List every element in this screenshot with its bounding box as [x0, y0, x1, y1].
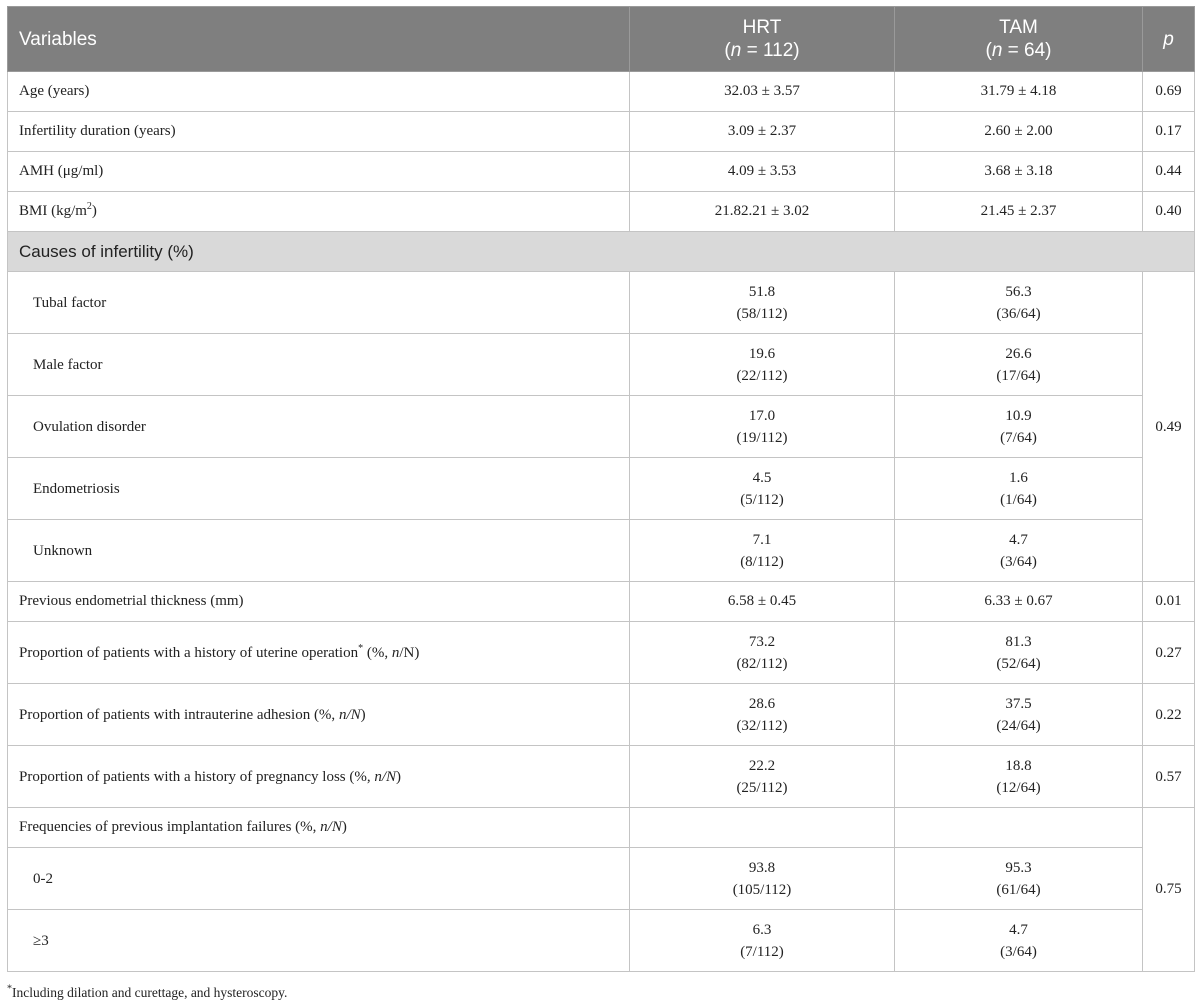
tam-value: 10.9 (7/64) — [895, 396, 1143, 458]
tam-value-empty — [895, 808, 1143, 848]
hrt-value: 4.5 (5/112) — [630, 458, 895, 520]
tam-value: 1.6 (1/64) — [895, 458, 1143, 520]
row-label: Frequencies of previous implantation failures (%, n/N) — [8, 808, 630, 848]
row-label: BMI $(kg/m^2)$ — [8, 192, 630, 232]
p-value: 0.17 — [1143, 112, 1195, 152]
tam-value: 2.60 ± 2.00 — [895, 112, 1143, 152]
header-hrt-name: HRT — [742, 17, 782, 38]
table-row-amh — [8, 152, 1195, 192]
p-value: 0.57 — [1143, 746, 1195, 808]
table-row-implantation-0-2 — [8, 848, 1195, 910]
tam-value: 31.79 ± 4.18 — [895, 72, 1143, 112]
hrt-value: 4.09 ± 3.53 — [630, 152, 895, 192]
p-value: 0.69 — [1143, 72, 1195, 112]
header-p-value: p — [1143, 7, 1195, 72]
table-row-implantation-failures — [8, 808, 1195, 848]
header-row — [8, 7, 1195, 72]
p-value-implantation: 0.75 — [1143, 808, 1195, 972]
header-tam-name: TAM — [999, 17, 1038, 38]
hrt-value: 3.09 ± 2.37 — [630, 112, 895, 152]
row-label: Infertility duration (years) — [8, 112, 630, 152]
table-row-male-factor — [8, 334, 1195, 396]
table-row-bmi — [8, 192, 1195, 232]
tam-value: 37.5 (24/64) — [895, 684, 1143, 746]
row-label: Ovulation disorder — [8, 396, 630, 458]
tam-value: 3.68 ± 3.18 — [895, 152, 1143, 192]
header-variables: Variables — [8, 7, 630, 72]
hrt-value: 32.03 ± 3.57 — [630, 72, 895, 112]
footnote-star: * — [7, 983, 12, 995]
hrt-value: 19.6 (22/112) — [630, 334, 895, 396]
p-value: 0.44 — [1143, 152, 1195, 192]
header-tam — [895, 7, 1143, 72]
table-row-ovulation-disorder — [8, 396, 1195, 458]
hrt-value: 28.6 (32/112) — [630, 684, 895, 746]
row-label: Proportion of patients with a history of pregnancy loss (%, n/N) — [8, 746, 630, 808]
baseline-characteristics-table-wrapper — [7, 6, 1194, 972]
tam-value: 81.3 (52/64) — [895, 622, 1143, 684]
header-hrt — [630, 7, 895, 72]
row-label: Tubal factor — [8, 272, 630, 334]
row-label: AMH (μg/ml) — [8, 152, 630, 192]
tam-value: 4.7 (3/64) — [895, 520, 1143, 582]
header-tam-n: (n = 64) — [985, 40, 1052, 61]
hrt-value: 93.8 (105/112) — [630, 848, 895, 910]
header-hrt-n: (n = 112) — [724, 40, 800, 61]
row-label: 0-2 — [8, 848, 630, 910]
hrt-value: 22.2 (25/112) — [630, 746, 895, 808]
tam-value: 95.3 (61/64) — [895, 848, 1143, 910]
hrt-value: 7.1 (8/112) — [630, 520, 895, 582]
table-row-infertility-duration — [8, 112, 1195, 152]
footnote-text: Including dilation and curettage, and hysteroscopy. — [12, 985, 288, 1000]
hrt-value: 73.2 (82/112) — [630, 622, 895, 684]
row-label: Proportion of patients with intrauterine adhesion (%, n/N) — [8, 684, 630, 746]
row-label: ≥3 — [8, 910, 630, 972]
table-row-uterine-operation — [8, 622, 1195, 684]
tam-value: 56.3 (36/64) — [895, 272, 1143, 334]
tam-value: 4.7 (3/64) — [895, 910, 1143, 972]
table-row-tubal-factor — [8, 272, 1195, 334]
baseline-characteristics-table — [7, 6, 1195, 972]
table-row-pregnancy-loss — [8, 746, 1195, 808]
hrt-value: 6.3 (7/112) — [630, 910, 895, 972]
tam-value: 21.45 ± 2.37 — [895, 192, 1143, 232]
p-value: 0.40 — [1143, 192, 1195, 232]
hrt-value: 6.58 ± 0.45 — [630, 582, 895, 622]
row-label: Endometriosis — [8, 458, 630, 520]
table-footnote — [7, 985, 287, 1001]
p-value-causes: 0.49 — [1143, 272, 1195, 582]
hrt-value: 21.82.21 ± 3.02 — [630, 192, 895, 232]
row-label: Unknown — [8, 520, 630, 582]
table-row-unknown — [8, 520, 1195, 582]
section-causes-of-infertility — [8, 232, 1195, 272]
hrt-value-empty — [630, 808, 895, 848]
tam-value: 18.8 (12/64) — [895, 746, 1143, 808]
table-row-endometriosis — [8, 458, 1195, 520]
table-row-age — [8, 72, 1195, 112]
p-value: 0.01 — [1143, 582, 1195, 622]
table-row-endometrial-thickness — [8, 582, 1195, 622]
tam-value: 26.6 (17/64) — [895, 334, 1143, 396]
p-value: 0.27 — [1143, 622, 1195, 684]
hrt-value: 51.8 (58/112) — [630, 272, 895, 334]
row-label: Male factor — [8, 334, 630, 396]
tam-value: 6.33 ± 0.67 — [895, 582, 1143, 622]
row-label: Proportion of patients with a history of uterine operation* (%, n/N) — [8, 622, 630, 684]
row-label: Age (years) — [8, 72, 630, 112]
hrt-value: 17.0 (19/112) — [630, 396, 895, 458]
table-row-implantation-3-plus — [8, 910, 1195, 972]
section-title: Causes of infertility (%) — [8, 232, 1195, 272]
row-label: Previous endometrial thickness (mm) — [8, 582, 630, 622]
table-row-intrauterine-adhesion — [8, 684, 1195, 746]
p-value: 0.22 — [1143, 684, 1195, 746]
